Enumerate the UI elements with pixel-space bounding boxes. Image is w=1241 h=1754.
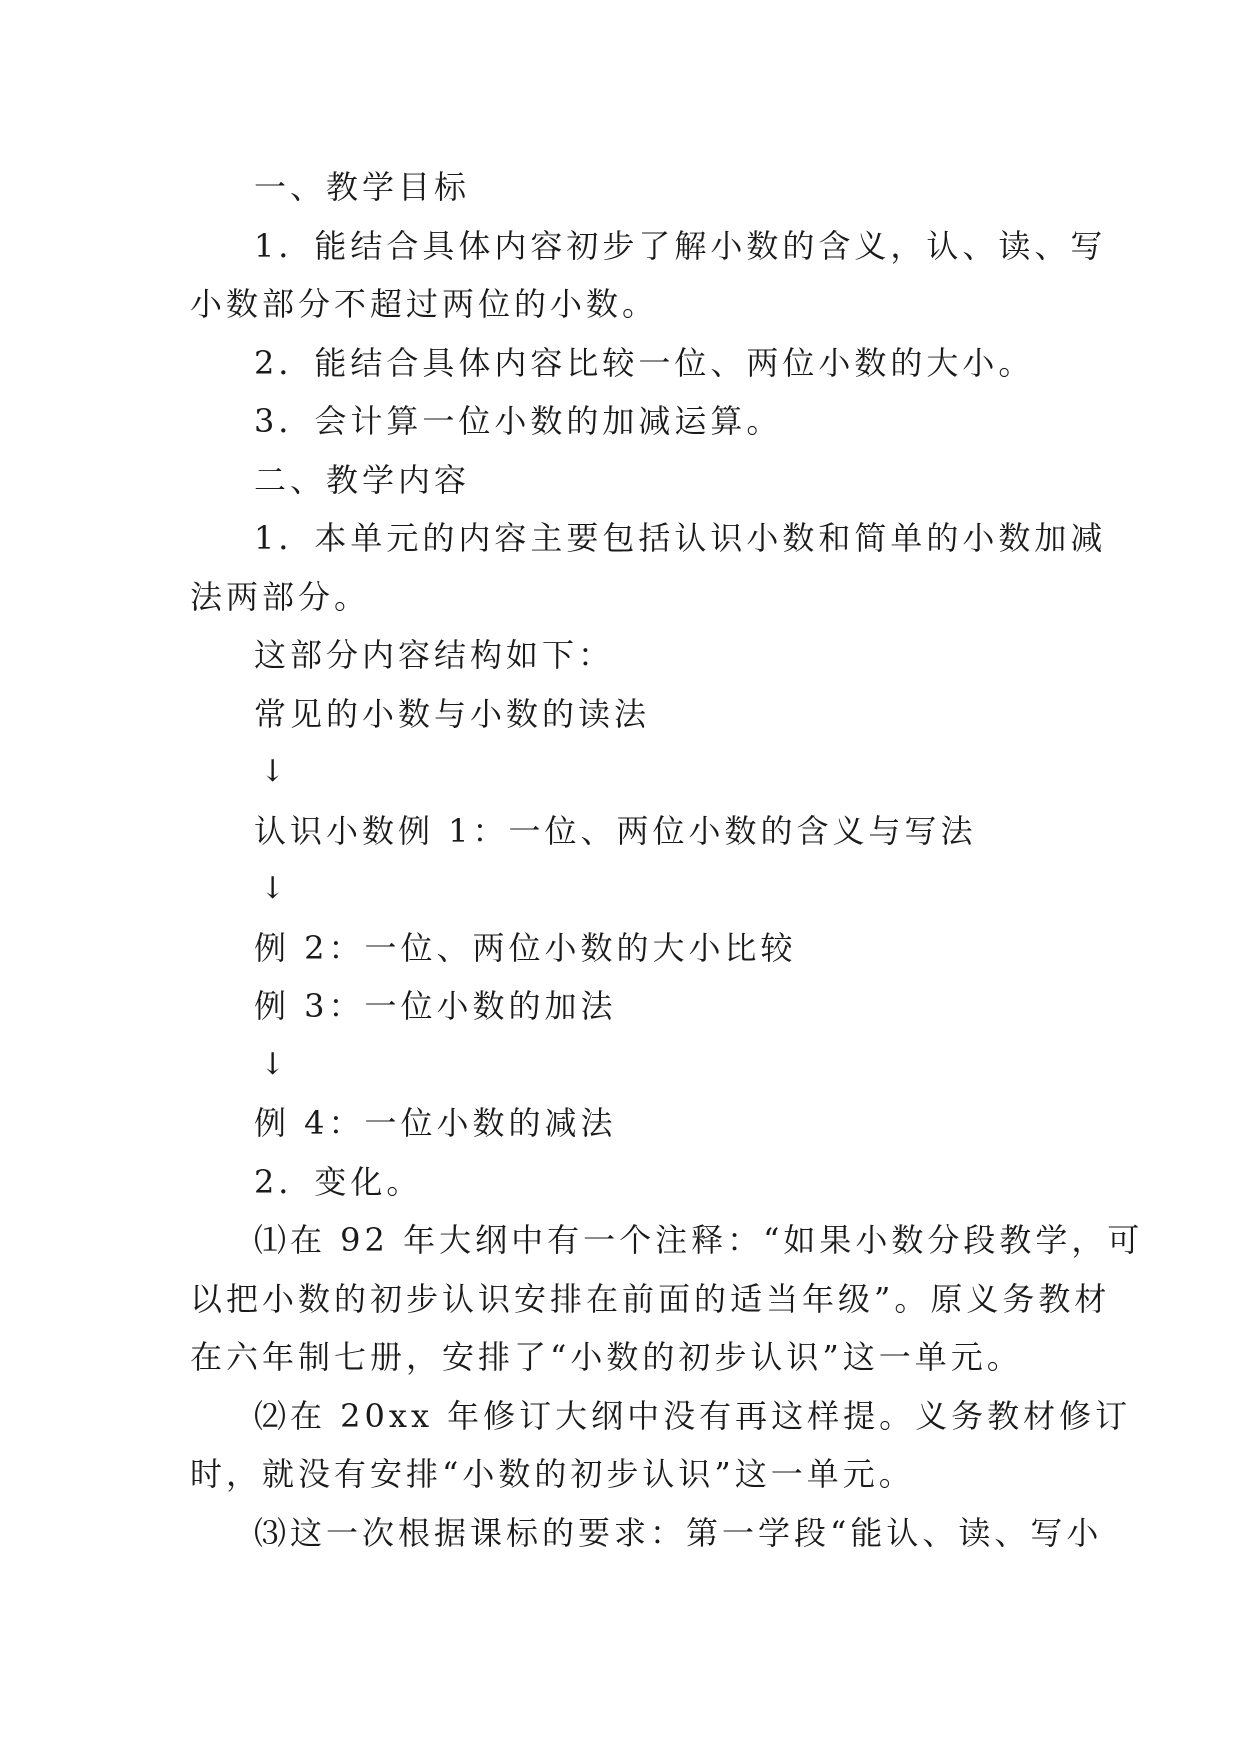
text-line: 认识小数例 1：一位、两位小数的含义与写法: [254, 811, 977, 850]
text-line: 1．能结合具体内容初步了解小数的含义，认、读、写: [254, 226, 1107, 265]
text-line: 例 3：一位小数的加法: [254, 987, 617, 1025]
text-line: 例 2：一位、两位小数的大小比较: [254, 928, 797, 967]
flow-arrow: ↓: [260, 754, 290, 789]
text-line: 小数部分不超过两位的小数。: [190, 285, 659, 323]
text-line: 3．会计算一位小数的加减运算。: [254, 402, 783, 440]
text-line: ⑴在 92 年大纲中有一个注释：“如果小数分段教学，可: [254, 1221, 1144, 1259]
text-line: 2．能结合具体内容比较一位、两位小数的大小。: [254, 343, 1035, 382]
flow-arrow: ↓: [260, 1046, 290, 1082]
text-line: 这部分内容结构如下：: [254, 636, 615, 674]
text-line: ⑵在 20xx 年修订大纲中没有再这样提。义务教材修订: [254, 1396, 1132, 1435]
text-line: 法两部分。: [190, 577, 371, 616]
text-line: 以把小数的初步认识安排在前面的适当年级”。原义务教材: [190, 1279, 1111, 1318]
text-line: 2．变化。: [254, 1162, 423, 1201]
text-line: ⑶这一次根据课标的要求：第一学段“能认、读、写小: [254, 1513, 1103, 1552]
text-line: 常见的小数与小数的读法: [254, 694, 651, 733]
text-line: 例 4：一位小数的减法: [254, 1104, 617, 1142]
text-line: 在六年制七册，安排了“小数的初步认识”这一单元。: [190, 1338, 1023, 1376]
text-line: 一、教学目标: [254, 168, 471, 206]
text-line: 时，就没有安排“小数的初步认识”这一单元。: [190, 1455, 915, 1493]
flow-arrow: ↓: [260, 871, 290, 906]
text-line: 二、教学内容: [254, 460, 471, 499]
document-body: [190, 158, 1144, 1562]
text-line: 1．本单元的内容主要包括认识小数和简单的小数加减: [254, 519, 1107, 557]
